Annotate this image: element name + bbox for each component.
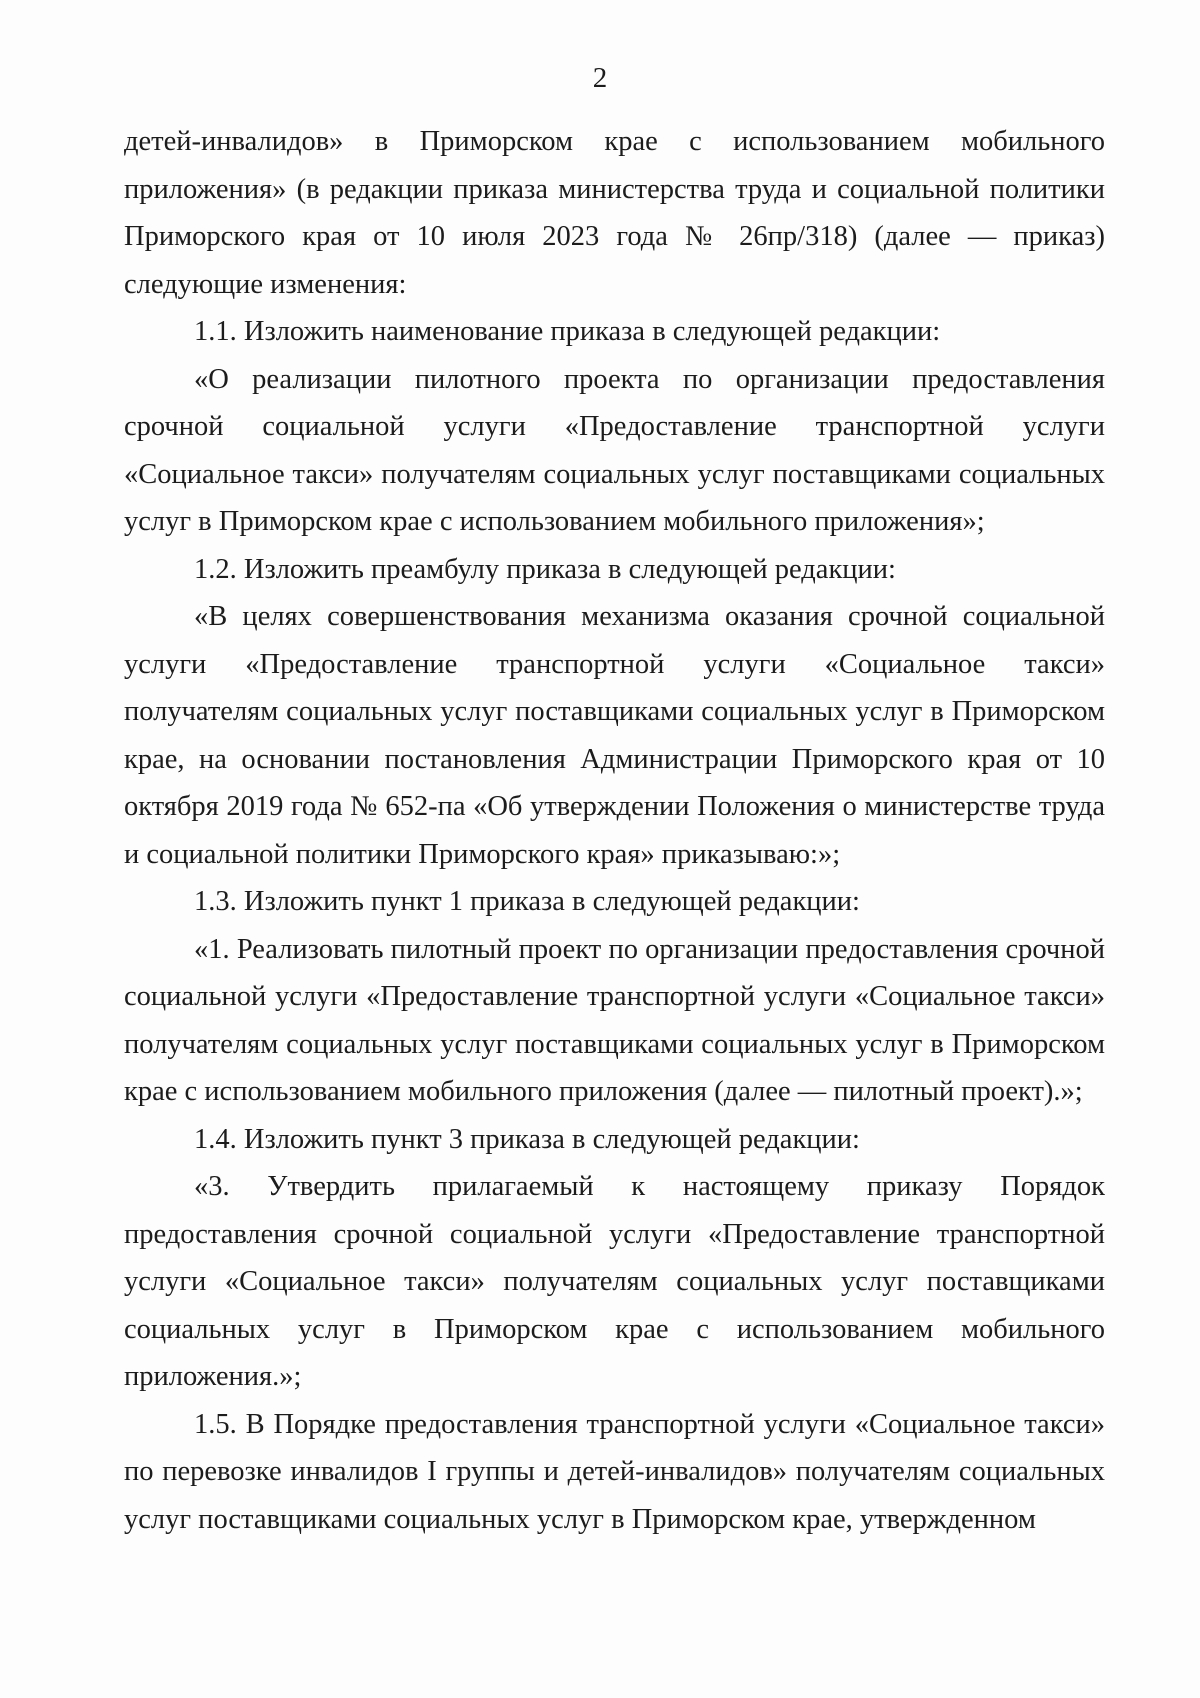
paragraph-item-1-2: 1.2. Изложить преамбулу приказа в следующей редакции: — [194, 553, 896, 585]
paragraph-item-1-4: 1.4. Изложить пункт 3 приказа в следующей редакции: — [194, 1123, 860, 1155]
document-body — [124, 118, 1105, 1543]
paragraph-item-1-3: 1.3. Изложить пункт 1 приказа в следующей редакции: — [194, 886, 860, 917]
page-number: 2 — [592, 62, 608, 94]
paragraph-item-1-1: 1.1. Изложить наименование приказа в следующей редакции: — [194, 316, 941, 347]
paragraph-quote-title: «О реализации пилотного проекта по организации предоставления срочной социальной услуги «Предоставление транспортной услуги «Социальное такси» получателям социальных услуг поставщиками социальных услуг в Приморском крае с использованием мобильного приложения»; — [124, 363, 1105, 537]
paragraph-continuation: детей-инвалидов» в Приморском крае с использованием мобильного приложения» (в редакции приказа министерства труда и социальной политики Приморского края от 10 июля 2023 года № 26пр/318) (далее — приказ) следующие изменения: — [124, 126, 1105, 300]
paragraph-quote-preamble: «В целях совершенствования механизма оказания срочной социальной услуги «Предоставление транспортной услуги «Социальное такси» получателям социальных услуг поставщиками социальных услуг в Приморском крае, на основании постановления Администрации Приморского края от 10 октября 2019 года № 652-па «Об утверждении Положения о министерстве труда и социальной политики Приморского края» приказываю:»; — [124, 601, 1105, 870]
paragraph-quote-point-1: «1. Реализовать пилотный проект по организации предоставления срочной социальной услуги «Предоставление транспортной услуги «Социальное такси» получателям социальных услуг поставщиками социальных услуг в Приморском крае с использованием мобильного приложения (далее — пилотный проект).»; — [124, 933, 1105, 1107]
paragraph-item-1-5: 1.5. В Порядке предоставления транспортной услуги «Социальное такси» по перевозке инвалидов I группы и детей-инвалидов» получателям социальных услуг поставщиками социальных услуг в Приморском крае, утвержденном — [124, 1408, 1105, 1535]
paragraph-quote-point-3: «3. Утвердить прилагаемый к настоящему приказу Порядок предоставления срочной социальной услуги «Предоставление транспортной услуги «Социальное такси» получателям социальных услуг поставщиками социальных услуг в Приморском крае с использованием мобильного приложения.»; — [124, 1171, 1105, 1392]
